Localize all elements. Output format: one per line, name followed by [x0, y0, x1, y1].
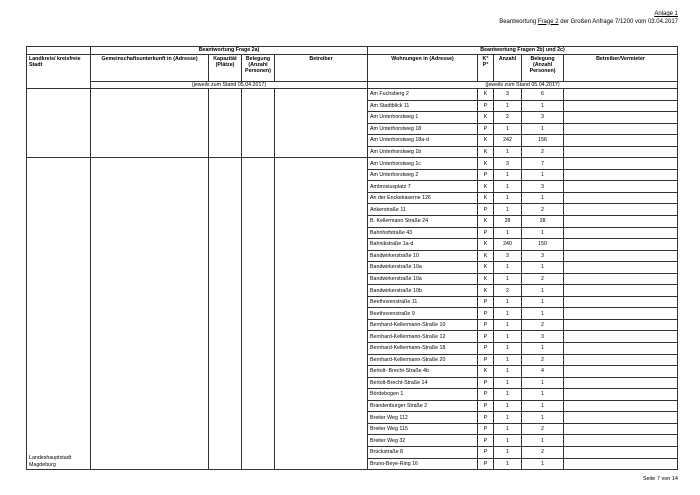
- wohnung-belegung: 3: [522, 112, 564, 124]
- betreiber-cell: [275, 158, 368, 470]
- landkreis-cell-previous: [27, 89, 91, 158]
- wohnung-betreiber-vermieter: [564, 181, 678, 193]
- wohnung-anzahl: 1: [494, 262, 522, 274]
- table-row: [27, 89, 678, 101]
- wohnung-adresse: Bördebogen 1: [368, 389, 478, 401]
- wohnung-kp: P: [478, 412, 494, 424]
- wohnung-anzahl: 1: [494, 389, 522, 401]
- wohnung-belegung: 1: [522, 296, 564, 308]
- wohnung-adresse: An der Enckekaserne 126: [368, 192, 478, 204]
- wohnung-anzahl: 1: [494, 123, 522, 135]
- wohnung-kp: P: [478, 423, 494, 435]
- wohnung-anzahl: 1: [494, 366, 522, 378]
- wohnung-adresse: Bahnhofstraße 43: [368, 227, 478, 239]
- gemeinschaft-cell: [91, 158, 209, 470]
- wohnung-belegung: 6: [522, 89, 564, 101]
- wohnung-kp: K: [478, 181, 494, 193]
- wohnung-betreiber-vermieter: [564, 389, 678, 401]
- wohnung-betreiber-vermieter: [564, 89, 678, 101]
- wohnung-kp: K: [478, 239, 494, 251]
- wohnung-betreiber-vermieter: [564, 458, 678, 470]
- wohnung-belegung: 3: [522, 250, 564, 262]
- reference-prefix: Beantwortung: [499, 18, 538, 25]
- wohnung-anzahl: 1: [494, 181, 522, 193]
- wohnung-anzahl: 3: [494, 158, 522, 170]
- wohnung-betreiber-vermieter: [564, 112, 678, 124]
- wohnung-belegung: 1: [522, 262, 564, 274]
- wohnung-belegung: 1: [522, 192, 564, 204]
- wohnung-belegung: 2: [522, 354, 564, 366]
- stand-note-right: (jeweils zum Stand 05.04.2017): [368, 81, 678, 89]
- wohnung-kp: P: [478, 343, 494, 355]
- wohnung-adresse: Am Unterhorstweg 2: [368, 169, 478, 181]
- wohnung-betreiber-vermieter: [564, 285, 678, 297]
- wohnung-adresse: Bruno-Beye-Ring 16: [368, 458, 478, 470]
- wohnung-kp: K: [478, 285, 494, 297]
- wohnung-anzahl: 1: [494, 377, 522, 389]
- wohnung-anzahl: 3: [494, 250, 522, 262]
- wohnung-betreiber-vermieter: [564, 308, 678, 320]
- wohnung-adresse: Breiter Weg 32: [368, 435, 478, 447]
- wohnung-adresse: Ambrosiusplatz 7: [368, 181, 478, 193]
- wohnung-betreiber-vermieter: [564, 250, 678, 262]
- corner-cell: [27, 47, 91, 55]
- wohnung-anzahl: 1: [494, 308, 522, 320]
- wohnung-belegung: 156: [522, 135, 564, 147]
- reference-line: [499, 19, 678, 27]
- wohnung-kp: K: [478, 112, 494, 124]
- wohnung-adresse: Brandenburger Straße 2: [368, 400, 478, 412]
- wohnung-adresse: Bandwirkerstraße 10b: [368, 285, 478, 297]
- belegung-left-cell: [242, 158, 275, 470]
- wohnung-kp: P: [478, 227, 494, 239]
- wohnung-adresse: Am Unterhorstweg 18a-d: [368, 135, 478, 147]
- wohnung-adresse: Bandwirkerstraße 10a: [368, 262, 478, 274]
- wohnung-anzahl: 1: [494, 354, 522, 366]
- wohnung-anzahl: 240: [494, 239, 522, 251]
- wohnung-kp: P: [478, 354, 494, 366]
- wohnung-kp: K: [478, 216, 494, 228]
- wohnung-adresse: Am Unterhorstweg 1: [368, 112, 478, 124]
- wohnung-belegung: 3: [522, 181, 564, 193]
- wohnung-anzahl: 2: [494, 285, 522, 297]
- col-header-anzahl: Anzahl: [494, 54, 522, 81]
- wohnung-betreiber-vermieter: [564, 354, 678, 366]
- wohnung-belegung: 1: [522, 435, 564, 447]
- wohnung-anzahl: 1: [494, 400, 522, 412]
- wohnung-adresse: Ankerstraße 11: [368, 204, 478, 216]
- group-header-right: Beantwortung Fragen 2b) und 2c): [368, 47, 678, 55]
- wohnung-belegung: 2: [522, 446, 564, 458]
- wohnung-belegung: 1: [522, 227, 564, 239]
- wohnung-anzahl: 1: [494, 331, 522, 343]
- wohnung-adresse: Beethovenstraße 11: [368, 296, 478, 308]
- wohnung-anzahl: 1: [494, 435, 522, 447]
- wohnung-adresse: Bernhard-Kellermann-Straße 18: [368, 343, 478, 355]
- wohnung-kp: P: [478, 435, 494, 447]
- wohnung-betreiber-vermieter: [564, 169, 678, 181]
- page-number: Seite 7 von 14: [642, 476, 678, 482]
- betreiber-cell: [275, 89, 368, 158]
- wohnung-betreiber-vermieter: [564, 239, 678, 251]
- wohnung-anzahl: 1: [494, 412, 522, 424]
- wohnung-betreiber-vermieter: [564, 262, 678, 274]
- wohnung-adresse: Am Stadtblick 11: [368, 100, 478, 112]
- wohnung-belegung: 1: [522, 285, 564, 297]
- wohnung-betreiber-vermieter: [564, 204, 678, 216]
- col-header-kp: K° P°: [478, 54, 494, 81]
- wohnung-kp: K: [478, 273, 494, 285]
- wohnung-adresse: Bertolt- Brecht-Straße 4b: [368, 366, 478, 378]
- wohnung-kp: P: [478, 169, 494, 181]
- wohnung-anzahl: 3: [494, 89, 522, 101]
- reference-suffix: der Großen Anfrage 7/1200 vom 03.04.2017: [558, 18, 678, 25]
- wohnung-anzahl: 1: [494, 319, 522, 331]
- col-header-betreiber: Betreiber: [275, 54, 368, 81]
- wohnung-belegung: 2: [522, 146, 564, 158]
- wohnung-anzahl: 1: [494, 423, 522, 435]
- col-header-gemeinschaft: Gemeinschaftsunterkunft in (Adresse): [91, 54, 209, 81]
- wohnung-betreiber-vermieter: [564, 227, 678, 239]
- col-header-belegung-right: Belegung (Anzahl Personen): [522, 54, 564, 81]
- wohnung-adresse: Bandwirkerstraße 10a: [368, 273, 478, 285]
- wohnung-kp: P: [478, 389, 494, 401]
- wohnung-adresse: Bertolt-Brecht-Straße 14: [368, 377, 478, 389]
- belegung-left-cell: [242, 89, 275, 158]
- wohnung-kp: P: [478, 400, 494, 412]
- wohnung-anzahl: 1: [494, 100, 522, 112]
- table-row: [27, 158, 678, 170]
- wohnung-kp: K: [478, 250, 494, 262]
- wohnung-belegung: 2: [522, 204, 564, 216]
- wohnung-anzahl: 1: [494, 273, 522, 285]
- wohnung-adresse: Breiter Weg 115: [368, 423, 478, 435]
- wohnung-belegung: 1: [522, 308, 564, 320]
- wohnung-adresse: Bandwirkerstraße 10: [368, 250, 478, 262]
- wohnung-betreiber-vermieter: [564, 435, 678, 447]
- wohnung-anzahl: 1: [494, 204, 522, 216]
- wohnung-adresse: Am Unterhorstweg 18: [368, 123, 478, 135]
- data-table: [26, 46, 678, 470]
- wohnung-betreiber-vermieter: [564, 296, 678, 308]
- wohnung-adresse: Brückstraße 8: [368, 446, 478, 458]
- wohnung-betreiber-vermieter: [564, 192, 678, 204]
- wohnung-kp: K: [478, 192, 494, 204]
- wohnung-belegung: 2: [522, 319, 564, 331]
- wohnung-kp: P: [478, 100, 494, 112]
- col-header-belegung-left: Belegung (Anzahl Personen): [242, 54, 275, 81]
- wohnung-kp: P: [478, 296, 494, 308]
- wohnung-anzahl: 2: [494, 112, 522, 124]
- wohnung-belegung: 2: [522, 273, 564, 285]
- wohnung-anzahl: 1: [494, 146, 522, 158]
- wohnung-betreiber-vermieter: [564, 146, 678, 158]
- col-header-wohnungen: Wohnungen in (Adresse): [368, 54, 478, 81]
- stand-note-left: (jeweils zum Stand 05.04.2017): [91, 81, 368, 89]
- wohnung-kp: P: [478, 319, 494, 331]
- wohnung-betreiber-vermieter: [564, 343, 678, 355]
- wohnung-belegung: 2: [522, 423, 564, 435]
- wohnung-anzahl: 1: [494, 169, 522, 181]
- wohnung-kp: P: [478, 446, 494, 458]
- wohnung-kp: P: [478, 458, 494, 470]
- wohnung-belegung: 1: [522, 400, 564, 412]
- wohnung-kp: P: [478, 331, 494, 343]
- wohnung-betreiber-vermieter: [564, 377, 678, 389]
- wohnung-betreiber-vermieter: [564, 423, 678, 435]
- wohnung-betreiber-vermieter: [564, 412, 678, 424]
- wohnung-kp: P: [478, 308, 494, 320]
- wohnung-belegung: 1: [522, 343, 564, 355]
- wohnung-anzahl: 1: [494, 446, 522, 458]
- anlage-label: Anlage 1: [654, 11, 678, 17]
- col-header-kapazitaet: Kapazität (Plätze): [209, 54, 242, 81]
- wohnung-betreiber-vermieter: [564, 273, 678, 285]
- wohnung-adresse: Breiter Weg 112: [368, 412, 478, 424]
- wohnung-betreiber-vermieter: [564, 158, 678, 170]
- kapazitaet-cell: [209, 89, 242, 158]
- wohnung-belegung: 28: [522, 216, 564, 228]
- wohnung-betreiber-vermieter: [564, 319, 678, 331]
- page-header: [499, 11, 678, 26]
- wohnung-anzahl: 1: [494, 458, 522, 470]
- wohnung-belegung: 1: [522, 412, 564, 424]
- wohnung-betreiber-vermieter: [564, 135, 678, 147]
- wohnung-anzahl: 242: [494, 135, 522, 147]
- wohnung-kp: P: [478, 377, 494, 389]
- wohnung-betreiber-vermieter: [564, 216, 678, 228]
- wohnung-belegung: 3: [522, 331, 564, 343]
- wohnung-belegung: 1: [522, 377, 564, 389]
- wohnung-kp: K: [478, 366, 494, 378]
- wohnung-anzahl: 1: [494, 227, 522, 239]
- wohnung-betreiber-vermieter: [564, 123, 678, 135]
- wohnung-adresse: Bernhard-Kellermann-Straße 20: [368, 354, 478, 366]
- wohnung-adresse: B. Kellermann Straße 24: [368, 216, 478, 228]
- wohnung-kp: K: [478, 146, 494, 158]
- wohnung-belegung: 1: [522, 100, 564, 112]
- wohnung-belegung: 1: [522, 123, 564, 135]
- wohnung-anzahl: 1: [494, 296, 522, 308]
- wohnung-belegung: 1: [522, 458, 564, 470]
- wohnung-belegung: 1: [522, 389, 564, 401]
- wohnung-belegung: 4: [522, 366, 564, 378]
- wohnung-adresse: Am Unterhorstweg 1c: [368, 158, 478, 170]
- wohnung-adresse: Am Fuchsberg 2: [368, 89, 478, 101]
- wohnung-adresse: Bernhard-Kellermann-Straße 10: [368, 319, 478, 331]
- wohnung-adresse: Bernhard-Kellermann-Straße 12: [368, 331, 478, 343]
- wohnung-betreiber-vermieter: [564, 446, 678, 458]
- wohnung-belegung: 1: [522, 169, 564, 181]
- wohnung-anzahl: 28: [494, 216, 522, 228]
- group-header-left: Beantwortung Frage 2a): [91, 47, 368, 55]
- wohnung-adresse: Bahnikstraße 1a-d: [368, 239, 478, 251]
- wohnung-betreiber-vermieter: [564, 366, 678, 378]
- gemeinschaft-cell: [91, 89, 209, 158]
- kapazitaet-cell: [209, 158, 242, 470]
- reference-link: Frage 2: [537, 18, 559, 25]
- wohnung-adresse: Beethovenstraße 9: [368, 308, 478, 320]
- wohnung-kp: K: [478, 89, 494, 101]
- wohnung-belegung: 150: [522, 239, 564, 251]
- wohnung-kp: K: [478, 158, 494, 170]
- wohnung-adresse: Am Unterhorstweg 1b: [368, 146, 478, 158]
- col-header-landkreis: Landkreis/ kreisfreie Stadt: [27, 54, 91, 89]
- wohnung-anzahl: 1: [494, 192, 522, 204]
- wohnung-betreiber-vermieter: [564, 400, 678, 412]
- wohnung-belegung: 7: [522, 158, 564, 170]
- wohnung-betreiber-vermieter: [564, 331, 678, 343]
- wohnung-kp: P: [478, 123, 494, 135]
- wohnung-kp: K: [478, 135, 494, 147]
- landkreis-cell-magdeburg: Landeshauptstadt Magdeburg: [27, 158, 91, 470]
- wohnung-betreiber-vermieter: [564, 100, 678, 112]
- wohnung-kp: P: [478, 204, 494, 216]
- wohnung-anzahl: 1: [494, 343, 522, 355]
- wohnung-kp: K: [478, 262, 494, 274]
- col-header-betreiber-vermieter: Betreiber/Vermieter: [564, 54, 678, 81]
